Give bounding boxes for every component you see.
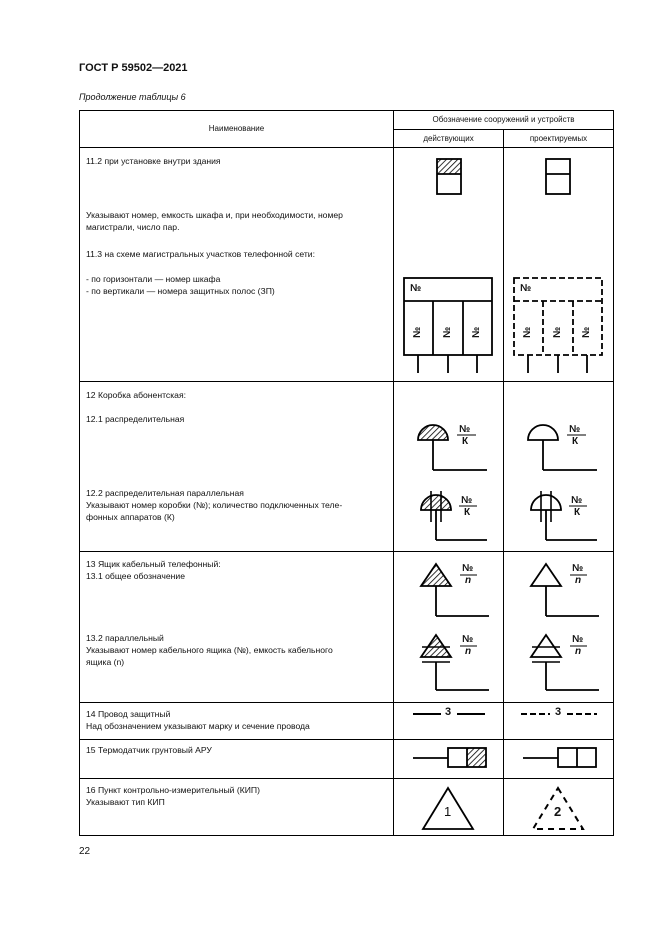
item-13-1: 13.1 общее обозначение — [86, 571, 185, 581]
box-designed-k: К — [572, 436, 579, 447]
parallel-box-existing-k: К — [464, 507, 471, 518]
note-11-2-line1: Указывают номер, емкость шкафа и, при необходимости, номер — [86, 210, 343, 220]
note-11-2-line2: магистрали, число пар. — [86, 222, 180, 232]
item-11-3: 11.3 на схеме магистральных участков телефонной сети: — [86, 249, 315, 259]
item-12-2: 12.2 распределительная параллельная — [86, 488, 244, 498]
cabinet-designed-symbol — [546, 159, 570, 194]
parallel-box-existing-no: № — [461, 495, 473, 506]
parallel-cable-box-existing-symbol — [421, 635, 489, 690]
parallel-box-designed-k: К — [574, 507, 581, 518]
item-13-title: 13 Ящик кабельный телефонный: — [86, 559, 221, 569]
column-header-symbols: Обозначение сооружений и устройств — [432, 115, 575, 124]
trunk-existing-no: № — [410, 283, 422, 294]
note-13-2-line2: ящика (n) — [86, 657, 125, 667]
parallel-cable-box-existing-n: n — [465, 646, 472, 657]
dash-horizontal: - по горизонтали — номер шкафа — [86, 274, 221, 284]
trunk-existing-strip-1: № — [412, 326, 423, 338]
parallel-box-designed-symbol — [531, 491, 597, 540]
box-existing-no: № — [459, 424, 471, 435]
parallel-box-designed-no: № — [571, 495, 583, 506]
note-13-2-line1: Указывают номер кабельного ящика (№), емкость кабельного — [86, 645, 333, 655]
box-existing-symbol — [418, 425, 487, 470]
column-header-existing: действующих — [423, 134, 474, 143]
document-id: ГОСТ Р 59502—2021 — [79, 62, 188, 74]
wire-existing-label: 3 — [445, 706, 452, 718]
item-11-2: 11.2 при установке внутри здания — [86, 156, 221, 166]
trunk-designed-strip-2: № — [552, 326, 563, 338]
dash-vertical: - по вертикали — номера защитных полос (ЗП) — [86, 286, 275, 296]
column-header-name: Наименование — [208, 124, 265, 133]
trunk-existing-strip-3: № — [471, 326, 482, 338]
kip-designed-label: 2 — [554, 804, 562, 819]
cable-box-existing-symbol — [421, 564, 489, 616]
table-continuation-caption: Продолжение таблицы 6 — [79, 92, 186, 102]
parallel-box-existing-symbol — [421, 491, 487, 540]
item-15-title: 15 Термодатчик грунтовый АРУ — [86, 745, 212, 755]
item-16-note: Указывают тип КИП — [86, 797, 165, 807]
item-14-title: 14 Провод защитный — [86, 709, 171, 719]
cabinet-existing-symbol — [437, 159, 461, 194]
note-12-2-line1: Указывают номер коробки (№); количество подключенных теле- — [86, 500, 343, 510]
cable-box-existing-n: n — [465, 575, 472, 586]
note-12-2-line2: фонных аппаратов (К) — [86, 512, 175, 522]
box-existing-k: К — [462, 436, 469, 447]
trunk-designed-no: № — [520, 283, 532, 294]
item-16-title: 16 Пункт контрольно-измерительный (КИП) — [86, 785, 260, 795]
item-13-2: 13.2 параллельный — [86, 633, 164, 643]
trunk-designed-strip-3: № — [581, 326, 592, 338]
cable-box-designed-n: n — [575, 575, 582, 586]
box-designed-symbol — [528, 425, 597, 470]
parallel-cable-box-existing-no: № — [462, 634, 474, 645]
item-14-note: Над обозначением указывают марку и сечение провода — [86, 721, 310, 731]
cable-box-designed-no: № — [572, 563, 584, 574]
item-12-1: 12.1 распределительная — [86, 414, 185, 424]
parallel-cable-box-designed-symbol — [531, 635, 599, 690]
parallel-cable-box-designed-no: № — [572, 634, 584, 645]
cable-box-existing-no: № — [462, 563, 474, 574]
wire-designed-label: 3 — [555, 706, 562, 718]
parallel-cable-box-designed-n: n — [575, 646, 582, 657]
cable-box-designed-symbol — [531, 564, 599, 616]
thermal-sensor-designed-symbol — [523, 748, 596, 767]
thermal-sensor-existing-symbol — [413, 748, 486, 767]
page-number: 22 — [79, 846, 91, 857]
trunk-designed-strip-1: № — [522, 326, 533, 338]
item-12-title: 12 Коробка абонентская: — [86, 390, 186, 400]
column-header-designed: проектируемых — [529, 134, 588, 143]
kip-existing-label: 1 — [444, 804, 452, 819]
trunk-existing-strip-2: № — [442, 326, 453, 338]
box-designed-no: № — [569, 424, 581, 435]
